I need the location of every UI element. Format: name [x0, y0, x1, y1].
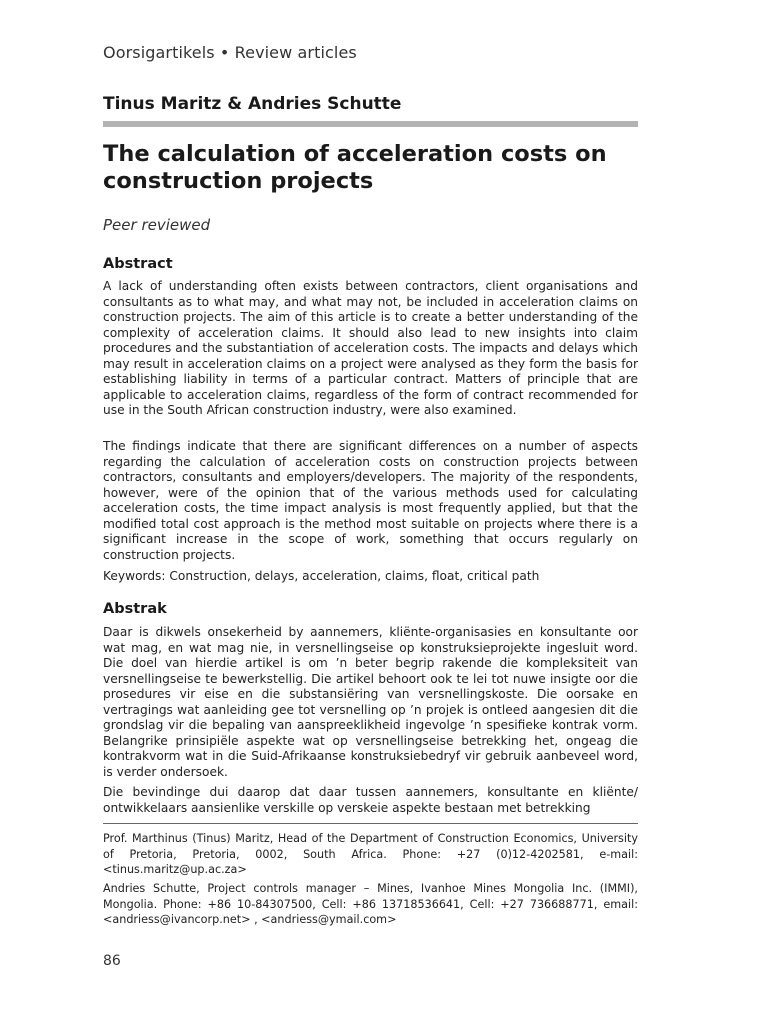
abstrak-paragraph-1: Daar is dikwels onsekerheid by aannemers, kliënte-organisasies en konsultante oor wat mag, en wat mag nie, in versnellingseise op konstruksieprojekte ingesluit word. Die doel van hierdie artikel is om ’n beter begrip rakende die kompleksiteit van versnellingseise te bewerkstellig. Die artikel behoort ook te lei tot nuwe insigte oor die prosedures vir eise en die substansiëring van versnellingskoste. Die oorsake en vertragings wat aanleiding gee tot versnelling op ’n projek is ontleed aangesien dit die grondslag vir die bepaling van aanspreeklikheid ingevolge ’n spesifieke kontrak vorm. Belangrike prinsipiële aspekte wat op versnellingseise betrekking het, ongeag die kontrakvorm wat in die Suid-Afrikaanse konstruksiebedryf vir gebruik aanbeveel word, is verder ondersoek. [103, 625, 638, 779]
header-divider [103, 121, 638, 127]
keywords: Keywords: Construction, delays, acceleration, claims, float, critical path [103, 569, 540, 583]
footnote-divider [103, 823, 638, 824]
peer-reviewed-label: Peer reviewed [103, 216, 211, 234]
abstrak-heading: Abstrak [103, 601, 167, 617]
footnote-author-1: Prof. Marthinus (Tinus) Maritz, Head of the Department of Construction Economics, University of Pretoria, Pretoria, 0002, South Africa. Phone: +27 (0)12-4202581, e-mail: <tinus.maritz@up.ac.za> [103, 832, 638, 876]
article-title: The calculation of acceleration costs on construction projects [103, 141, 607, 194]
footnote-author-2: Andries Schutte, Project controls manager – Mines, Ivanhoe Mines Mongolia Inc. (IMMI), Mongolia. Phone: +86 10-84307500, Cell: +86 13718536641, Cell: +27 736688771, email: <andriess@ivancorp.net> , <andriess@ymail.com> [103, 882, 638, 926]
section-label: Oorsigartikels • Review articles [103, 43, 357, 62]
abstract-heading: Abstract [103, 256, 173, 272]
abstract-paragraph-2: The findings indicate that there are significant differences on a number of aspects regarding the calculation of acceleration costs on construction projects between contractors, consultants and employers/developers. The majority of the respondents, however, were of the opinion that of the various methods used for calculating acceleration costs, the time impact analysis is most frequently applied, but that the modified total cost approach is the method most suitable on projects where there is a significant increase in the scope of work, something that occurs regularly on construction projects. [103, 439, 638, 562]
abstrak-paragraph-2: Die bevindinge dui daarop dat daar tussen aannemers, konsultante en kliënte/ ontwikkelaars aansienlike verskille op verskeie aspekte bestaan met betrekking [103, 785, 638, 815]
authors: Tinus Maritz & Andries Schutte [103, 94, 402, 114]
page-number: 86 [103, 953, 121, 969]
abstract-paragraph-1: A lack of understanding often exists between contractors, client organisations and consultants as to what may, and what may not, be included in acceleration claims on construction projects. The aim of this article is to create a better understanding of the complexity of acceleration claims. It should also lead to new insights into claim procedures and the substantiation of acceleration costs. The impacts and delays which may result in acceleration claims on a project were analysed as they form the basis for establishing liability in terms of a particular contract. Matters of principle that are applicable to acceleration claims, regardless of the form of contract recommended for use in the South African construction industry, were also examined. [103, 279, 638, 417]
